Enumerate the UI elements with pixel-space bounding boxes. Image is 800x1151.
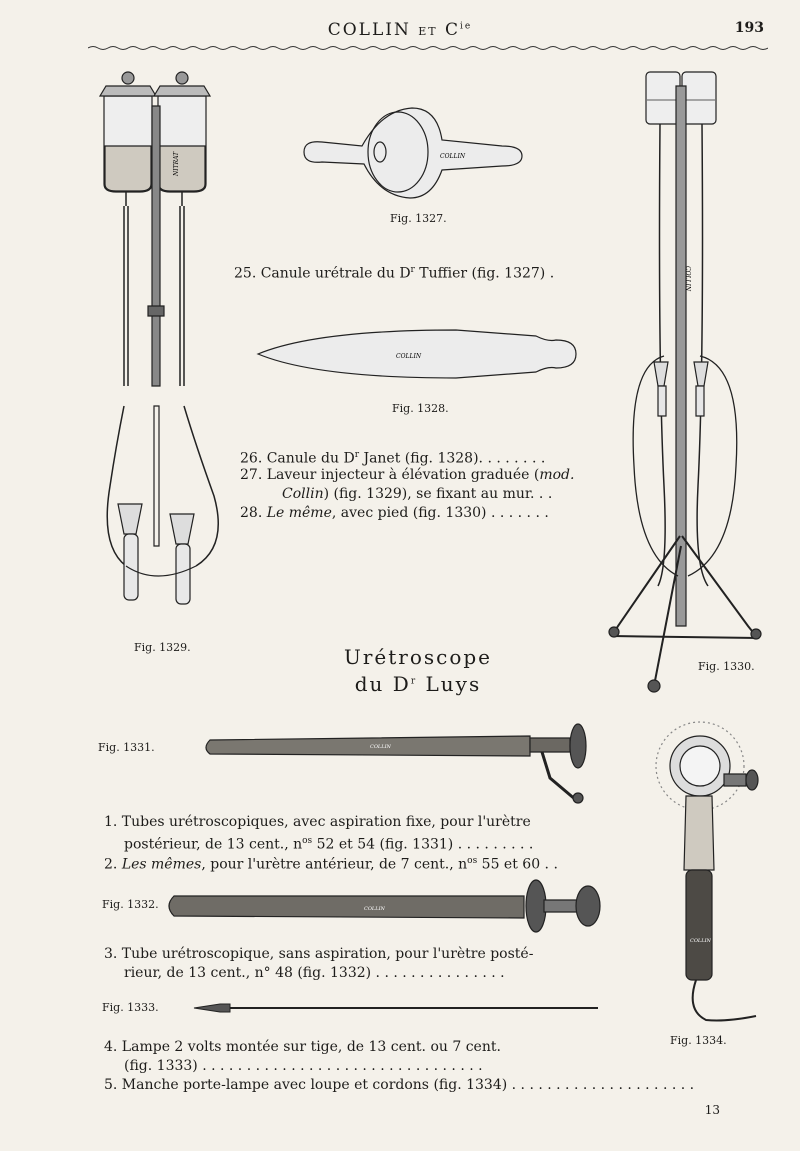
list-3-line1: 3. Tube urétroscopique, sans aspiration, pour l'urètre posté- xyxy=(104,946,534,962)
fig-1328-caption: Fig. 1328. xyxy=(392,402,449,415)
fig-1329-caption: Fig. 1329. xyxy=(134,641,191,654)
fig-1327-caption: Fig. 1327. xyxy=(390,212,447,225)
collin-label-1331: COLLIN xyxy=(370,744,391,750)
item-27-cont: Collin) (fig. 1329), se fixant au mur. . . xyxy=(282,486,553,502)
collin-label-1327: COLLIN xyxy=(440,153,466,160)
fig-1328-illustration xyxy=(256,326,578,384)
collin-label-1332: COLLIN xyxy=(364,906,385,912)
fig-1333-caption: Fig. 1333. xyxy=(102,1001,159,1014)
list-3-line2: rieur, de 13 cent., n° 48 (fig. 1332) . . . . . . . . . . . . . . . xyxy=(124,965,505,981)
item-26: 26. Canule du $D^r$ Janet (fig. 1328). . . . . . . . xyxy=(240,450,546,467)
fig-1334-illustration xyxy=(616,730,768,1030)
collin-label-1330: COLLIN xyxy=(684,266,691,292)
nitrate-label: NITRAT xyxy=(173,151,180,176)
fig-1331-illustration xyxy=(200,718,592,804)
fig-1330-caption: Fig. 1330. xyxy=(698,660,755,673)
fig-1332-caption: Fig. 1332. xyxy=(102,898,159,911)
section-heading-line2: du $D^r$ Luys xyxy=(354,672,482,696)
fig-1330-illustration xyxy=(608,66,764,696)
list-1-line1: 1. Tubes urétroscopiques, avec aspiration fixe, pour l'urètre xyxy=(104,814,531,830)
header-title-main: COLLIN xyxy=(327,20,411,40)
item-28: 28. Le même, avec pied (fig. 1330) . . . . . . . xyxy=(240,505,549,521)
page-number: 193 xyxy=(734,20,764,36)
list-4-line1: 4. Lampe 2 volts montée sur tige, de 13 cent. ou 7 cent. xyxy=(104,1039,501,1055)
fig-1327-illustration xyxy=(302,100,524,204)
header-title-co: C xyxy=(445,20,461,40)
list-5: 5. Manche porte-lampe avec loupe et cordons (fig. 1334) . . . . . . . . . . . . . . . . . . . . . xyxy=(104,1077,695,1093)
item-25: 25. Canule urétrale du $D^r$ Tuffier (fig. 1327) . xyxy=(234,265,555,282)
signature-mark: 13 xyxy=(704,1103,720,1117)
fig-1334-caption: Fig. 1334. xyxy=(670,1034,727,1047)
collin-label-1328: COLLIN xyxy=(396,353,422,360)
fig-1331-caption: Fig. 1331. xyxy=(98,741,155,754)
fig-1329-illustration xyxy=(96,66,236,626)
fig-1333-illustration xyxy=(190,1000,600,1016)
collin-label-1334: COLLIN xyxy=(690,938,711,944)
header-title-et: ET xyxy=(418,25,438,38)
item-27: 27. Laveur injecteur à élévation graduée (mod. xyxy=(240,467,575,483)
header-rule xyxy=(88,44,768,52)
header-title-co-sup: ie xyxy=(460,21,473,32)
list-1-line2: postérieur, de 13 cent., $n^{os}$ 52 et 54 (fig. 1331) . . . . . . . . . xyxy=(124,836,534,853)
fig-1332-illustration xyxy=(164,876,602,934)
list-4-line2: (fig. 1333) . . . . . . . . . . . . . . . . . . . . . . . . . . . . . . . . xyxy=(124,1058,483,1074)
running-header xyxy=(0,20,800,40)
section-heading-line1: Urétroscope xyxy=(343,645,493,669)
list-2: 2. Les mêmes, pour l'urètre antérieur, de 7 cent., $n^{os}$ 55 et 60 . . xyxy=(104,856,558,873)
